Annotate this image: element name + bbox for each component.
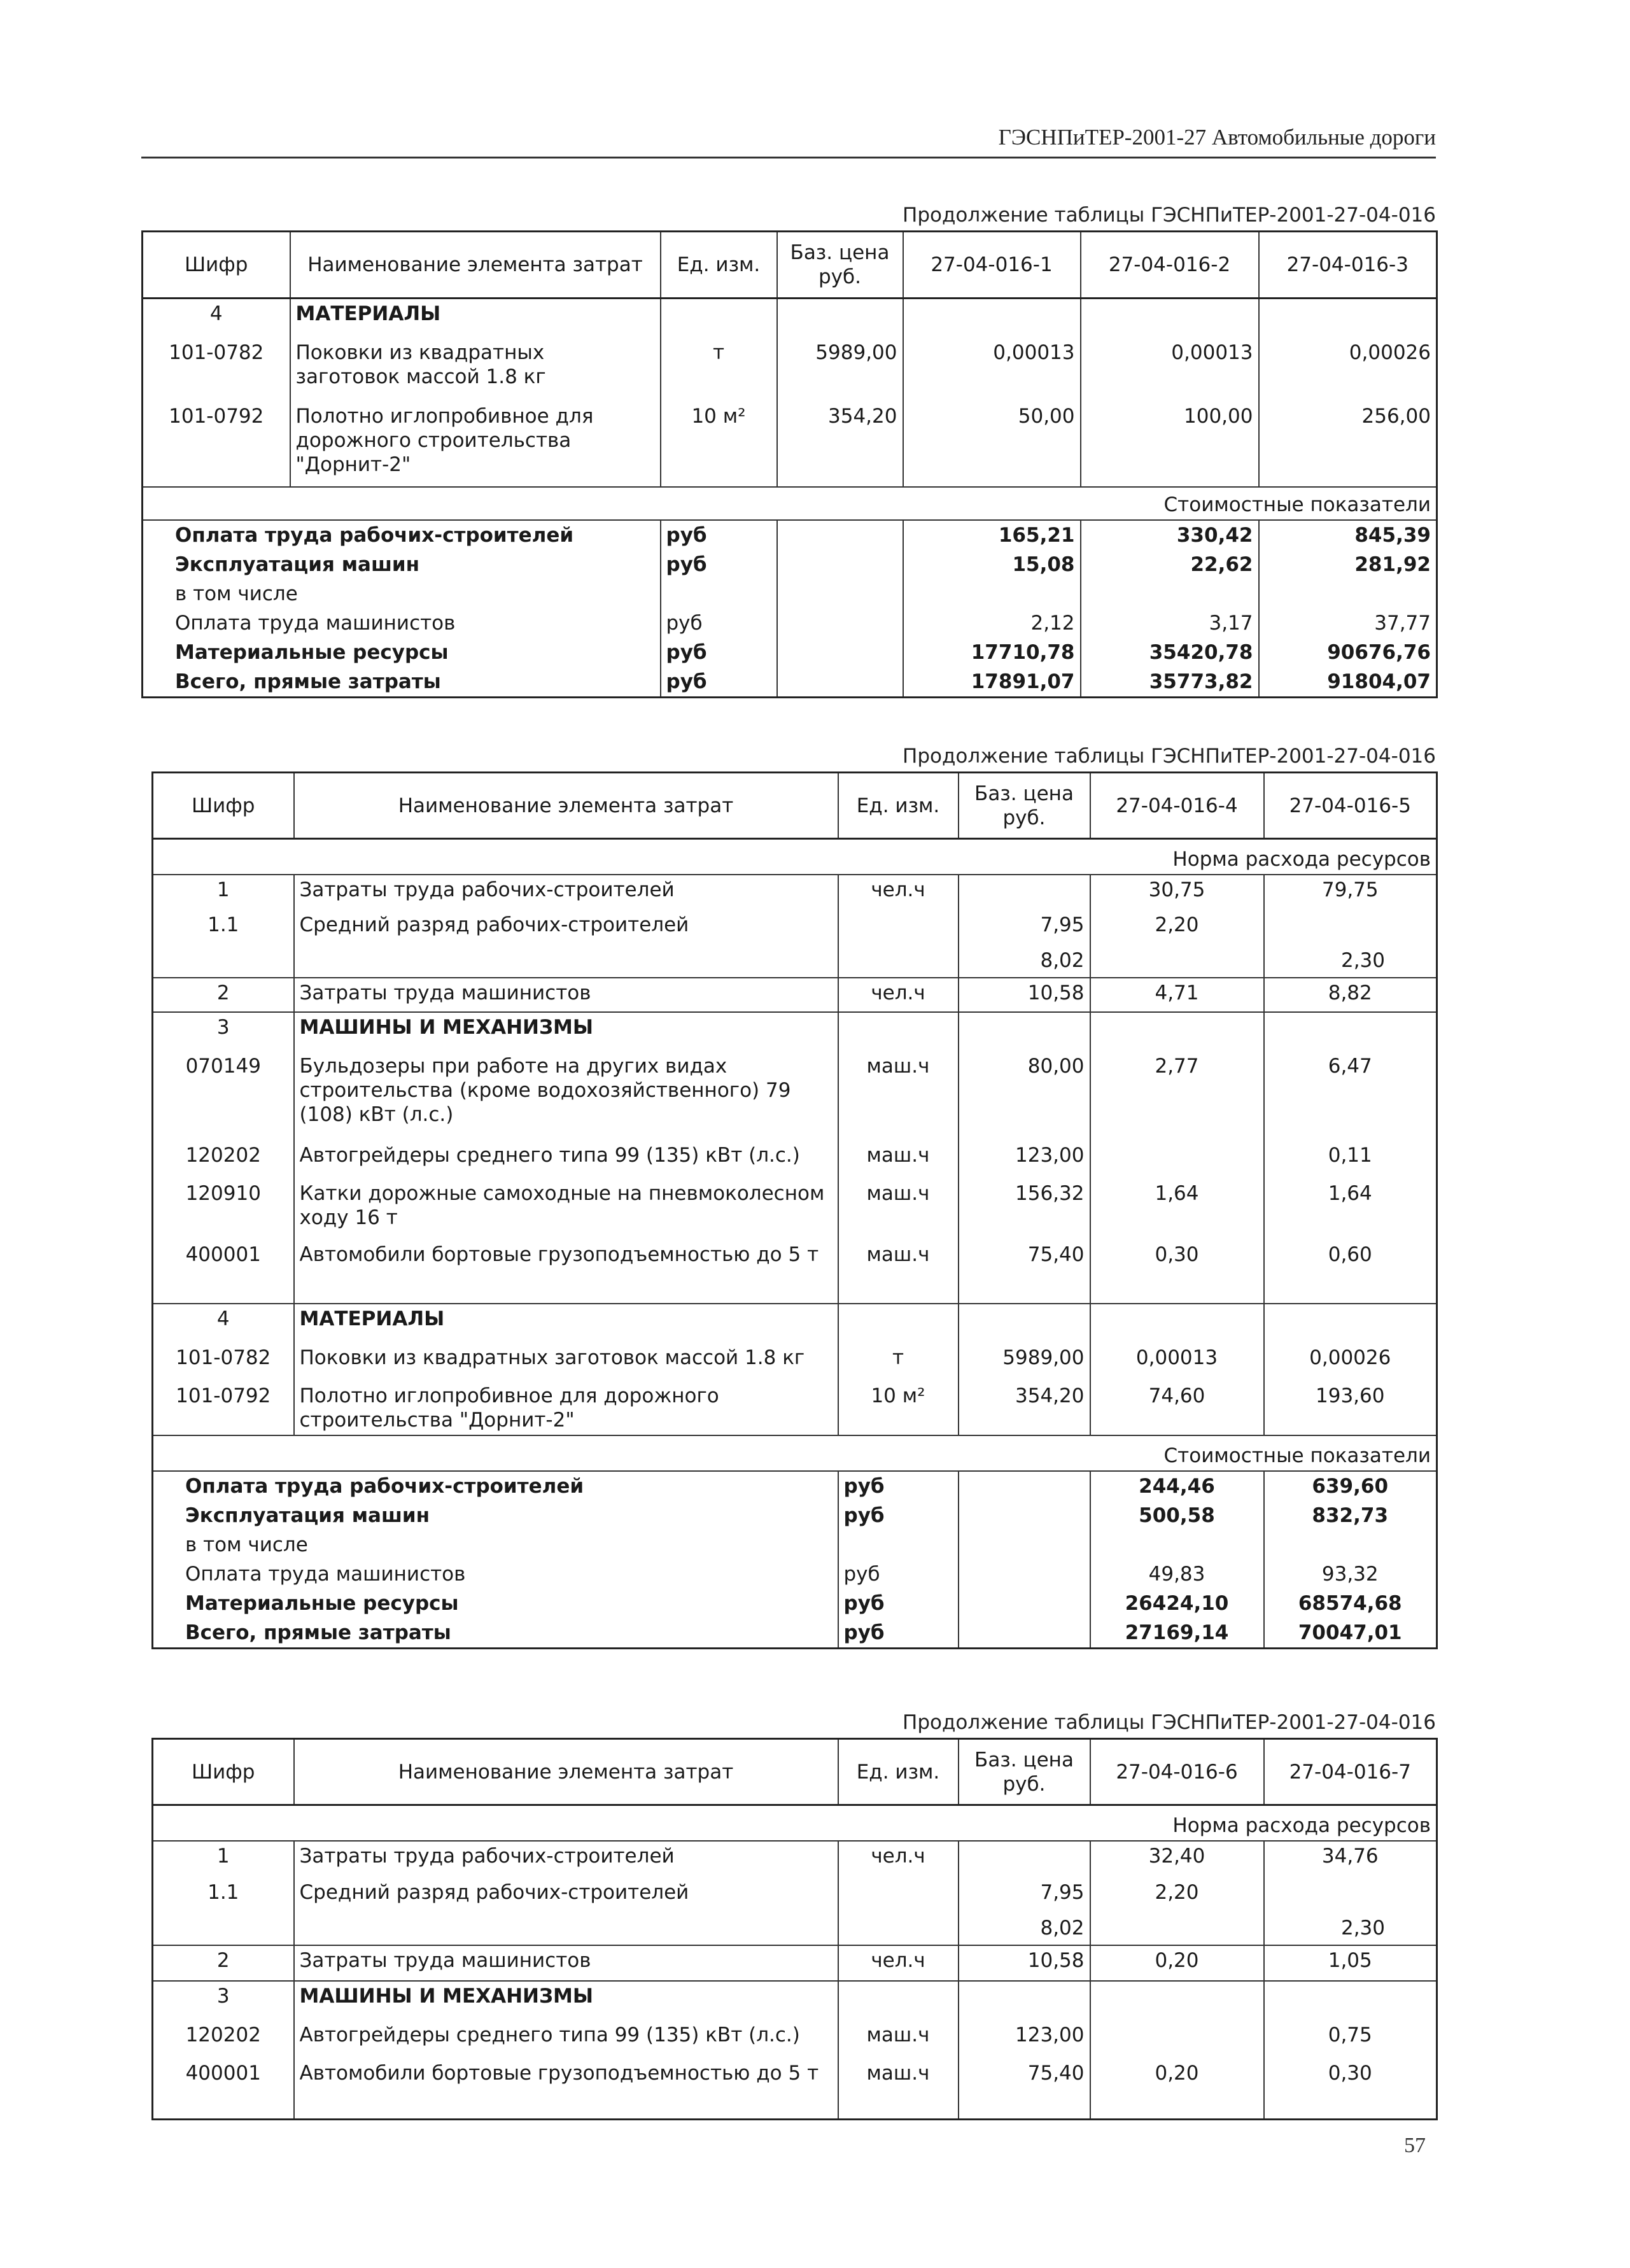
row-value-1: 0,30 [1090,1240,1264,1304]
cost-value-2: 35420,78 [1081,638,1259,667]
header-code: Шифр [153,1739,294,1805]
cost-unit [838,1530,959,1560]
row-value-1: 4,71 [1090,978,1264,1012]
header-unit: Ед. изм. [838,773,959,839]
row-unit: чел.ч [838,875,959,910]
cost-value-2: 832,73 [1264,1501,1437,1530]
table-1-header-row [143,232,1437,299]
cost-row [153,1618,1437,1649]
row-price [959,1841,1090,1878]
row-code: 1 [153,1841,294,1878]
row-code: 2 [153,978,294,1012]
header-price: Баз. цена руб. [777,232,903,299]
cost-row [143,579,1437,609]
table-row [143,402,1437,487]
header-col-6: 27-04-016-6 [1090,1739,1264,1805]
row-name: Затраты труда машинистов [294,978,838,1012]
cost-value-2: 68574,68 [1264,1589,1437,1618]
cost-row [153,1589,1437,1618]
row-unit [838,1012,959,1052]
cost-unit: руб [838,1501,959,1530]
cost-price-empty [959,1530,1090,1560]
row-price: 10,58 [959,978,1090,1012]
cost-unit: руб [661,609,777,638]
row-unit [838,1981,959,2020]
row-value-2: 0,00026 [1264,1343,1437,1381]
table-row [153,1381,1437,1435]
header-col-2: 27-04-016-2 [1081,232,1259,299]
running-header: ГЭСНПиТЕР-2001-27 Автомобильные дороги [998,125,1436,150]
row-value-2: 0,60 [1264,1240,1437,1304]
cost-row [153,1471,1437,1501]
row-name: Средний разряд рабочих-строителей [294,910,838,946]
row-value-2 [1264,1878,1437,1913]
row-value-1: 74,60 [1090,1381,1264,1435]
row-unit: маш.ч [838,2059,959,2120]
row-value-1: 2,20 [1090,1878,1264,1913]
cost-unit: руб [661,550,777,579]
cost-name: Материальные ресурсы [153,1589,838,1618]
cost-row [143,638,1437,667]
row-price: 156,32 [959,1179,1090,1240]
row-unit: маш.ч [838,1052,959,1141]
header-price: Баз. цена руб. [959,773,1090,839]
cost-band-row [153,1435,1437,1471]
row-name: МАТЕРИАЛЫ [290,299,661,338]
row-value-1: 30,75 [1090,875,1264,910]
row-value-2: 6,47 [1264,1052,1437,1141]
cost-value-2: 93,32 [1264,1560,1437,1589]
cost-unit: руб [661,520,777,550]
cost-value-1: 244,46 [1090,1471,1264,1501]
row-value-1: 32,40 [1090,1841,1264,1878]
row-name: Катки дорожные самоходные на пневмоколесном ходу 16 т [294,1179,838,1240]
cost-value-2: 35773,82 [1081,667,1259,698]
cost-value-3: 845,39 [1259,520,1437,550]
row-unit: 10 м² [838,1381,959,1435]
row-name: Средний разряд рабочих-строителей [294,1878,838,1913]
row-price: 10,58 [959,1945,1090,1981]
row-code [153,1913,294,1945]
table-row [153,2020,1437,2059]
cost-name: Оплата труда машинистов [143,609,661,638]
cost-unit: руб [838,1471,959,1501]
row-price: 8,02 [959,1913,1090,1945]
row-value-1: 0,20 [1090,2059,1264,2120]
cost-row [153,1501,1437,1530]
row-name: Автомобили бортовые грузоподъемностью до 5 т [294,2059,838,2120]
row-unit: маш.ч [838,1240,959,1304]
row-unit [838,1304,959,1343]
cost-value-1: 165,21 [903,520,1081,550]
row-price: 123,00 [959,2020,1090,2059]
row-value-2: 79,75 [1264,875,1437,910]
cost-unit: руб [661,638,777,667]
row-price [959,1981,1090,2020]
table-row [153,1981,1437,2020]
row-name: МАШИНЫ И МЕХАНИЗМЫ [294,1981,838,2020]
row-value-1: 0,00013 [903,338,1081,402]
cost-unit: руб [838,1589,959,1618]
row-unit: маш.ч [838,2020,959,2059]
cost-value-3: 91804,07 [1259,667,1437,698]
table-row [143,338,1437,402]
row-code: 101-0792 [153,1381,294,1435]
row-name: Автомобили бортовые грузоподъемностью до 5 т [294,1240,838,1304]
row-code: 3 [153,1012,294,1052]
table-row [153,1179,1437,1240]
table-1-continuation: Продолжение таблицы ГЭСНПиТЕР-2001-27-04-016 [903,204,1436,227]
cost-price-empty [959,1589,1090,1618]
table-row [153,946,1437,978]
cost-row [143,520,1437,550]
header-name: Наименование элемента затрат [294,1739,838,1805]
table-2 [151,771,1438,1649]
cost-value-2: 3,17 [1081,609,1259,638]
row-unit: т [838,1343,959,1381]
cost-price-empty [777,667,903,698]
row-name: МАТЕРИАЛЫ [294,1304,838,1343]
row-price: 5989,00 [777,338,903,402]
row-price: 354,20 [959,1381,1090,1435]
cost-price-empty [959,1471,1090,1501]
table-3 [151,1738,1438,2120]
row-name: Полотно иглопробивное для дорожного строительства "Дорнит-2" [294,1381,838,1435]
row-value-2: 0,30 [1264,2059,1437,2120]
cost-name: в том числе [143,579,661,609]
norm-band-row [153,839,1437,875]
row-code: 120910 [153,1179,294,1240]
row-value-2 [1264,910,1437,946]
row-price [777,299,903,338]
header-code: Шифр [153,773,294,839]
cost-price-empty [959,1560,1090,1589]
row-value-2: 2,30 [1264,946,1437,978]
row-value-1 [1090,1981,1264,2020]
row-name: Затраты труда машинистов [294,1945,838,1981]
table-row [153,1304,1437,1343]
row-code: 101-0792 [143,402,290,487]
table-row [153,978,1437,1012]
row-price: 123,00 [959,1141,1090,1179]
row-name: Затраты труда рабочих-строителей [294,1841,838,1878]
table-1 [141,230,1438,698]
cost-value-1: 17710,78 [903,638,1081,667]
cost-value-1: 26424,10 [1090,1589,1264,1618]
row-value-2: 193,60 [1264,1381,1437,1435]
table-row [153,875,1437,910]
row-price: 354,20 [777,402,903,487]
row-unit: чел.ч [838,1841,959,1878]
cost-name: Эксплуатация машин [153,1501,838,1530]
cost-value-2: 330,42 [1081,520,1259,550]
cost-name: Оплата труда машинистов [153,1560,838,1589]
cost-value-1: 49,83 [1090,1560,1264,1589]
row-value-2: 0,00013 [1081,338,1259,402]
header-col-4: 27-04-016-4 [1090,773,1264,839]
row-price [959,1012,1090,1052]
cost-value-1: 500,58 [1090,1501,1264,1530]
row-name: Поковки из квадратных заготовок массой 1.8 кг [294,1343,838,1381]
cost-row [143,609,1437,638]
table-row [153,2059,1437,2120]
row-value-2: 34,76 [1264,1841,1437,1878]
cost-name: Всего, прямые затраты [153,1618,838,1649]
row-value-2: 0,75 [1264,2020,1437,2059]
table-row [143,299,1437,338]
row-name: Затраты труда рабочих-строителей [294,875,838,910]
row-value-2: 100,00 [1081,402,1259,487]
cost-name: в том числе [153,1530,838,1560]
cost-value-3: 281,92 [1259,550,1437,579]
cost-value-3: 90676,76 [1259,638,1437,667]
table-row [153,1052,1437,1141]
table-row [153,1141,1437,1179]
row-code: 120202 [153,1141,294,1179]
header-rule [141,157,1436,158]
cost-name: Всего, прямые затраты [143,667,661,698]
cost-name: Оплата труда рабочих-строителей [143,520,661,550]
row-value-2 [1264,1012,1437,1052]
cost-unit: руб [838,1560,959,1589]
row-value-1: 0,00013 [1090,1343,1264,1381]
row-unit: чел.ч [838,978,959,1012]
row-code: 120202 [153,2020,294,2059]
row-value-2: 8,82 [1264,978,1437,1012]
header-col-5: 27-04-016-5 [1264,773,1437,839]
row-code [153,946,294,978]
row-value-3: 0,00026 [1259,338,1437,402]
header-unit: Ед. изм. [838,1739,959,1805]
table-2-continuation: Продолжение таблицы ГЭСНПиТЕР-2001-27-04-016 [903,745,1436,768]
row-name [294,1913,838,1945]
row-unit [838,910,959,946]
row-unit: т [661,338,777,402]
cost-value-1: 15,08 [903,550,1081,579]
row-value-2: 1,64 [1264,1179,1437,1240]
table-row [153,910,1437,946]
header-name: Наименование элемента затрат [290,232,661,299]
row-code: 070149 [153,1052,294,1141]
row-code: 1 [153,875,294,910]
table-2-header-row [153,773,1437,839]
row-value-1 [1090,946,1264,978]
row-code: 3 [153,1981,294,2020]
row-unit: маш.ч [838,1141,959,1179]
row-code: 4 [153,1304,294,1343]
row-value-1: 50,00 [903,402,1081,487]
row-unit [838,1878,959,1913]
cost-value-1 [903,579,1081,609]
header-col-3: 27-04-016-3 [1259,232,1437,299]
cost-value-1: 17891,07 [903,667,1081,698]
cost-value-2: 639,60 [1264,1471,1437,1501]
row-name: Автогрейдеры среднего типа 99 (135) кВт (л.с.) [294,1141,838,1179]
cost-band-label: Стоимостные показатели [153,1435,1437,1471]
header-col-1: 27-04-016-1 [903,232,1081,299]
header-price: Баз. цена руб. [959,1739,1090,1805]
header-name: Наименование элемента затрат [294,773,838,839]
row-unit [838,1913,959,1945]
row-value-2: 0,11 [1264,1141,1437,1179]
cost-band-row [143,487,1437,520]
row-code: 400001 [153,1240,294,1304]
cost-price-empty [777,638,903,667]
row-price: 7,95 [959,1878,1090,1913]
cost-price-empty [959,1618,1090,1649]
row-name: Бульдозеры при работе на других видах строительства (кроме водохозяйственного) 79 (108) кВт (л.с.) [294,1052,838,1141]
cost-value-2 [1264,1530,1437,1560]
row-price: 7,95 [959,910,1090,946]
row-unit: чел.ч [838,1945,959,1981]
cost-value-1: 2,12 [903,609,1081,638]
cost-unit: руб [661,667,777,698]
cost-value-1: 27169,14 [1090,1618,1264,1649]
row-price: 75,40 [959,2059,1090,2120]
row-name: Автогрейдеры среднего типа 99 (135) кВт (л.с.) [294,2020,838,2059]
cost-name: Эксплуатация машин [143,550,661,579]
cost-name: Материальные ресурсы [143,638,661,667]
row-name: Полотно иглопробивное для дорожного строительства "Дорнит-2" [290,402,661,487]
cost-band-label: Стоимостные показатели [143,487,1437,520]
cost-value-2: 70047,01 [1264,1618,1437,1649]
row-name: Поковки из квадратных заготовок массой 1.8 кг [290,338,661,402]
row-code: 1.1 [153,1878,294,1913]
cost-name: Оплата труда рабочих-строителей [153,1471,838,1501]
table-row [153,1012,1437,1052]
row-value-3: 256,00 [1259,402,1437,487]
row-price [959,1304,1090,1343]
table-3-continuation: Продолжение таблицы ГЭСНПиТЕР-2001-27-04-016 [903,1711,1436,1734]
row-value-1 [1090,1141,1264,1179]
row-code: 4 [143,299,290,338]
row-price: 75,40 [959,1240,1090,1304]
cost-value-3: 37,77 [1259,609,1437,638]
row-value-1 [903,299,1081,338]
header-unit: Ед. изм. [661,232,777,299]
row-price [959,875,1090,910]
row-value-1 [1090,1012,1264,1052]
row-value-1 [1090,1913,1264,1945]
row-unit [661,299,777,338]
row-code: 400001 [153,2059,294,2120]
table-row [153,1913,1437,1945]
row-price: 80,00 [959,1052,1090,1141]
row-price: 5989,00 [959,1343,1090,1381]
table-row [153,1878,1437,1913]
cost-price-empty [959,1501,1090,1530]
table-3-header-row [153,1739,1437,1805]
cost-value-1 [1090,1530,1264,1560]
header-code: Шифр [143,232,290,299]
page-number: 57 [1404,2134,1426,2157]
row-unit: маш.ч [838,1179,959,1240]
row-value-2 [1081,299,1259,338]
norm-band-label: Норма расхода ресурсов [153,1805,1437,1841]
cost-price-empty [777,550,903,579]
row-value-1 [1090,1304,1264,1343]
norm-band-row [153,1805,1437,1841]
cost-value-2: 22,62 [1081,550,1259,579]
row-value-2 [1264,1981,1437,2020]
row-value-2: 1,05 [1264,1945,1437,1981]
row-value-3 [1259,299,1437,338]
row-value-1: 0,20 [1090,1945,1264,1981]
row-code: 2 [153,1945,294,1981]
row-value-2 [1264,1304,1437,1343]
table-row [153,1945,1437,1981]
row-value-1: 2,20 [1090,910,1264,946]
row-value-1: 1,64 [1090,1179,1264,1240]
cost-price-empty [777,609,903,638]
cost-row [153,1560,1437,1589]
table-row [153,1240,1437,1304]
cost-price-empty [777,520,903,550]
cost-value-2 [1081,579,1259,609]
cost-unit [661,579,777,609]
row-code: 1.1 [153,910,294,946]
norm-band-label: Норма расхода ресурсов [153,839,1437,875]
row-name: МАШИНЫ И МЕХАНИЗМЫ [294,1012,838,1052]
table-row [153,1841,1437,1878]
cost-row [153,1530,1437,1560]
row-name [294,946,838,978]
cost-unit: руб [838,1618,959,1649]
cost-row [143,550,1437,579]
row-value-1 [1090,2020,1264,2059]
header-col-7: 27-04-016-7 [1264,1739,1437,1805]
row-value-1: 2,77 [1090,1052,1264,1141]
cost-row [143,667,1437,698]
cost-value-3 [1259,579,1437,609]
row-price: 8,02 [959,946,1090,978]
row-code: 101-0782 [153,1343,294,1381]
row-unit [838,946,959,978]
row-unit: 10 м² [661,402,777,487]
row-code: 101-0782 [143,338,290,402]
row-value-2: 2,30 [1264,1913,1437,1945]
cost-price-empty [777,579,903,609]
table-row [153,1343,1437,1381]
